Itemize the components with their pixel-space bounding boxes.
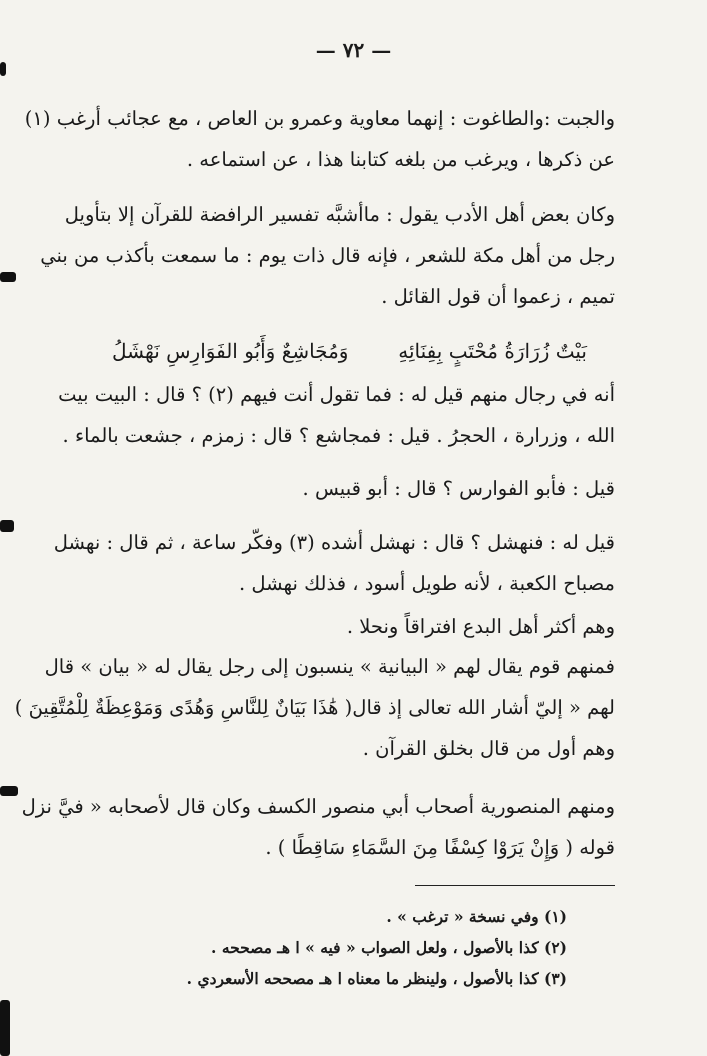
body-line-9: قيل له : فنهشل ؟ قال : نهشل أشده (٣) وفكّر ساعة ، ثم قال : نهشل — [53, 531, 615, 554]
body-line-10: مصباح الكعبة ، لأنه طويل أسود ، فذلك نهشل . — [238, 572, 615, 595]
body-line-2: عن ذكرها ، ويرغب من بلغه كتابنا هذا ، عن استماعه . — [186, 148, 615, 171]
body-line-5: تميم ، زعموا أن قول القائل . — [381, 285, 615, 308]
scan-edge-mark — [0, 520, 14, 532]
body-line-6: أنه في رجال منهم قيل له : فما تقول أنت فيهم (٢) ؟ قال : البيت بيت — [58, 383, 615, 406]
page-number: — ٧٢ — — [315, 38, 392, 62]
body-line-8: قيل : فأبو الفوارس ؟ قال : أبو قبيس . — [302, 477, 615, 500]
body-line-4: رجل من أهل مكة للشعر ، فإنه قال ذات يوم : ما سمعت بأكذب من بني — [40, 244, 615, 267]
body-line-12: فمنهم قوم يقال لهم « البيانية » ينسبون إلى رجل يقال له « بيان » قال — [44, 655, 615, 678]
body-line-15: ومنهم المنصورية أصحاب أبي منصور الكسف وكان قال لأصحابه « فيَّ نزل — [21, 795, 615, 818]
scan-edge-mark — [0, 62, 6, 76]
footnote-separator — [415, 885, 615, 886]
body-line-16: قوله ( وَإِنْ يَرَوْا كِسْفًا مِنَ السَّمَاءِ سَاقِطًا ) . — [265, 836, 615, 859]
scan-edge-mark — [0, 272, 16, 282]
verse-hemistich-right: بَيْتٌ زُرَارَةُ مُحْتَبٍ بِفِنَائِهِ — [398, 339, 587, 363]
body-line-3: وكان بعض أهل الأدب يقول : ماأشبَّه تفسير الرافضة للقرآن إلا بتأويل — [64, 203, 615, 226]
body-line-13: لهم « إليّ أشار الله تعالى إذ قال( هَٰذَا بَيَانٌ لِلنَّاسِ وَهُدًى وَمَوْعِظَةٌ لِلْمُتَّقِينَ ) — [14, 696, 615, 719]
footnote-3: (٣) كذا بالأصول ، ولينظر ما معناه ا هـ مصححه الأسعردي . — [186, 969, 567, 988]
poetry-verse — [112, 336, 587, 366]
scan-edge-mark — [0, 1000, 10, 1056]
body-line-11: وهم أكثر أهل البدع افتراقاً ونحلا . — [346, 615, 615, 638]
body-line-7: الله ، وزرارة ، الحجرُ . قيل : فمجاشع ؟ قال : زمزم ، جشعت بالماء . — [62, 424, 615, 447]
footnote-1: (١) وفي نسخة « ترغب » . — [386, 907, 567, 926]
body-line-1: والجبت :والطاغوت : إنهما معاوية وعمرو بن العاص ، مع عجائب أرغب (١) — [24, 107, 615, 130]
scan-edge-mark — [0, 786, 18, 796]
body-line-14: وهم أول من قال بخلق القرآن . — [362, 737, 615, 760]
verse-hemistich-left: وَمُجَاشِعٌ وَأَبُو الفَوَارِسِ نَهْشَلُ — [112, 339, 349, 363]
footnote-2: (٢) كذا بالأصول ، ولعل الصواب « فيه » ا هـ مصححه . — [211, 938, 567, 957]
